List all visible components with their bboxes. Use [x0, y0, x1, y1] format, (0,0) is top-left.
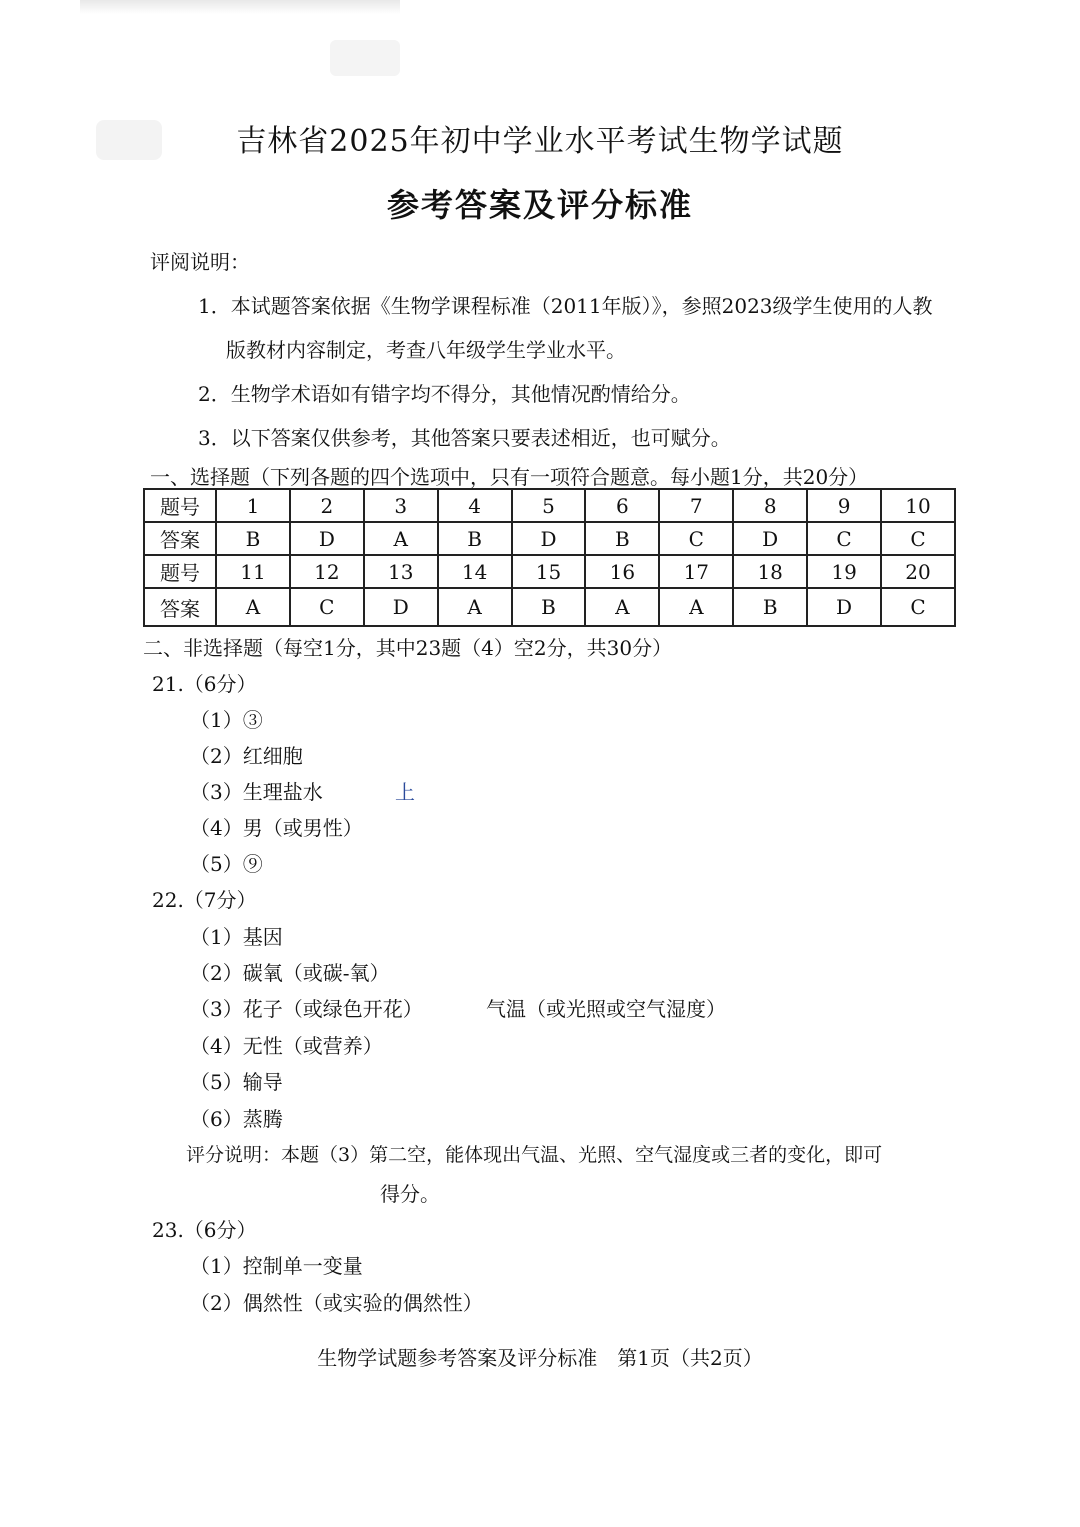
answer-line: （1）③ [190, 708, 263, 732]
table-cell: D [807, 588, 881, 626]
table-cell: C [290, 588, 364, 626]
table-row [144, 522, 955, 555]
table-cell: A [216, 588, 290, 626]
answer-line: （1）基因 [190, 925, 283, 949]
answer-table [143, 488, 956, 627]
page-subtitle: 参考答案及评分标准 [386, 186, 693, 224]
table-cell: C [659, 522, 733, 555]
table-cell: A [364, 522, 438, 555]
answer-line: （5）⑨ [190, 852, 263, 876]
table-cell: B [512, 588, 586, 626]
answer-line: （6）蒸腾 [190, 1107, 283, 1131]
q22-heading: 22.（7分） [152, 888, 257, 912]
table-cell: 8 [733, 489, 807, 522]
table-cell: B [438, 522, 512, 555]
table-row [144, 489, 955, 522]
table-cell: D [512, 522, 586, 555]
table-cell: D [733, 522, 807, 555]
table-cell: 18 [733, 555, 807, 588]
instruction-item: 1．本试题答案依据《生物学课程标准（2011年版）》，参照2023级学生使用的人教 [198, 294, 933, 318]
answer-line: （3）生理盐水 [190, 780, 323, 804]
table-cell: C [807, 522, 881, 555]
table-cell: 10 [881, 489, 955, 522]
table-cell: A [585, 588, 659, 626]
answer-line: （4）无性（或营养） [190, 1034, 383, 1058]
instruction-item: 2．生物学术语如有错字均不得分，其他情况酌情给分。 [198, 382, 691, 406]
table-cell: 2 [290, 489, 364, 522]
table-cell: B [216, 522, 290, 555]
table-cell: 1 [216, 489, 290, 522]
scoring-note: 评分说明：本题（3）第二空，能体现出气温、光照、空气湿度或三者的变化，即可 [186, 1144, 883, 1166]
table-row [144, 588, 955, 626]
table-cell: 3 [364, 489, 438, 522]
answer-line: （3）花子（或绿色开花） [190, 997, 423, 1021]
table-cell: C [881, 522, 955, 555]
table-row [144, 555, 955, 588]
section1-title: 一、选择题（下列各题的四个选项中，只有一项符合题意。每小题1分，共20分） [150, 465, 869, 489]
scoring-note: 得分。 [380, 1182, 440, 1206]
table-cell: 9 [807, 489, 881, 522]
table-cell: 5 [512, 489, 586, 522]
row-label: 题号 [144, 555, 216, 588]
table-cell: C [881, 588, 955, 626]
table-cell: A [438, 588, 512, 626]
answer-line: （2）红细胞 [190, 744, 303, 768]
scan-smudge [80, 0, 400, 14]
table-cell: 17 [659, 555, 733, 588]
answer-line: （5）输导 [190, 1070, 283, 1094]
table-cell: 19 [807, 555, 881, 588]
table-cell: 16 [585, 555, 659, 588]
table-cell: 11 [216, 555, 290, 588]
q23-heading: 23.（6分） [152, 1218, 257, 1242]
answer-line: （2）碳氧（或碳-氧） [190, 961, 390, 985]
page-title: 吉林省2025年初中学业水平考试生物学试题 [236, 124, 844, 159]
answer-line-extra: 上 [395, 780, 415, 804]
table-cell: 6 [585, 489, 659, 522]
row-label: 答案 [144, 522, 216, 555]
answer-line: （2）偶然性（或实验的偶然性） [190, 1291, 483, 1315]
table-cell: D [290, 522, 364, 555]
table-cell: D [364, 588, 438, 626]
table-cell: 12 [290, 555, 364, 588]
scan-smudge [330, 40, 400, 76]
table-cell: 15 [512, 555, 586, 588]
table-cell: B [585, 522, 659, 555]
instructions-label: 评阅说明： [150, 250, 250, 274]
row-label: 答案 [144, 588, 216, 626]
page-footer: 生物学试题参考答案及评分标准 第1页（共2页） [317, 1346, 763, 1370]
instruction-item: 3．以下答案仅供参考，其他答案只要表述相近，也可赋分。 [198, 426, 731, 450]
q21-heading: 21.（6分） [152, 672, 257, 696]
answer-line: （4）男（或男性） [190, 816, 363, 840]
section2-title: 二、非选择题（每空1分，其中23题（4）空2分，共30分） [143, 636, 673, 660]
answer-line: （1）控制单一变量 [190, 1254, 363, 1278]
table-cell: 7 [659, 489, 733, 522]
table-cell: B [733, 588, 807, 626]
table-cell: 20 [881, 555, 955, 588]
table-cell: 13 [364, 555, 438, 588]
row-label: 题号 [144, 489, 216, 522]
table-cell: A [659, 588, 733, 626]
table-cell: 14 [438, 555, 512, 588]
table-cell: 4 [438, 489, 512, 522]
answer-line-extra: 气温（或光照或空气湿度） [486, 997, 726, 1021]
instruction-item: 版教材内容制定，考查八年级学生学业水平。 [226, 338, 626, 362]
